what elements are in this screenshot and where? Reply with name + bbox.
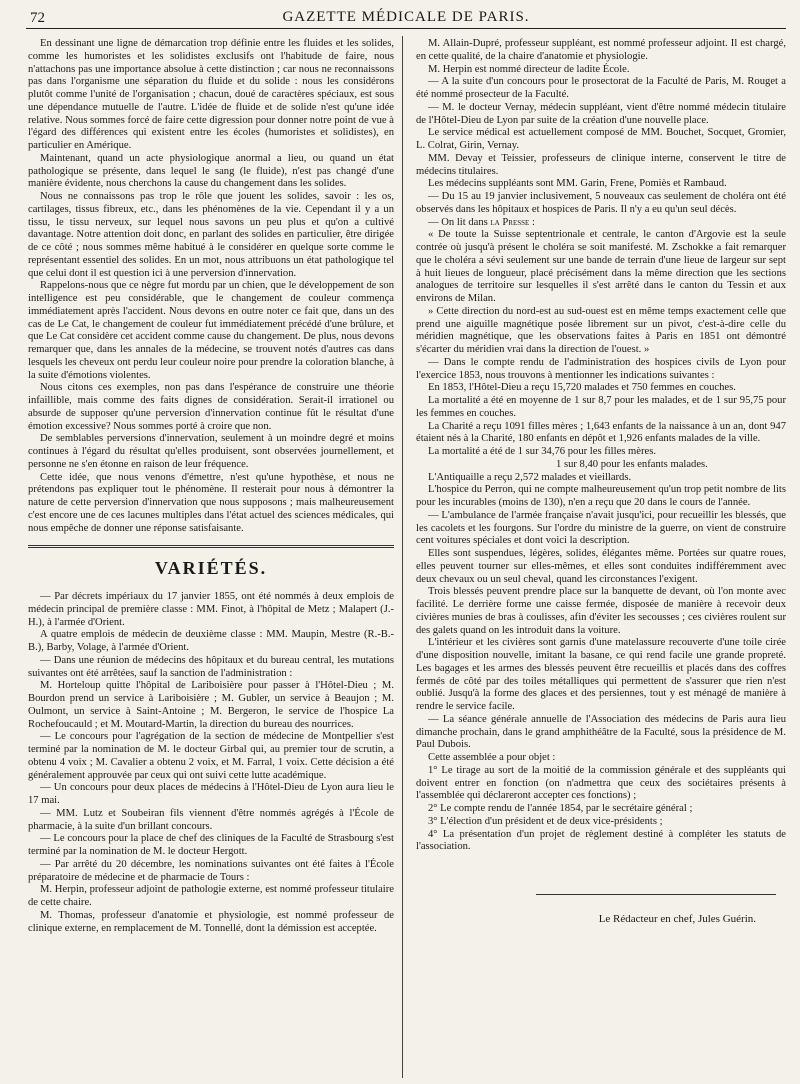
news-item: — Le concours pour la place de chef des cliniques de la Faculté de Strasbourg s'est terminé par la nomination de M. le docteur Hergott. <box>28 833 394 857</box>
news-item: — Dans une réunion de médecins des hôpitaux et du bureau central, les mutations suivantes ont été arrêtées, sauf la sanction de l'administration : <box>28 654 394 679</box>
paragraph: De semblables perversions d'innervation, seulement à un moindre degré et moins continues à l'égard du résultat qu'elles produisent, sont observées journellement, et personne ne s'en étonne en raison de leur fréquence. <box>28 433 394 470</box>
varietes-section <box>28 591 394 935</box>
statistic-line: L'Antiquaille a reçu 2,572 malades et vieillards. <box>428 471 632 483</box>
news-item: — Le concours pour l'agrégation de la section de médecine de Montpellier s'est terminé par la nomination de M. le docteur Girbal qui, au premier tour de scrutin, a obtenu 4 voix ; M. Cavalier a obtenu 2 voix, et M. Farral, 1 voix. Cette décision a été généralement approuvée par ceux qui ont suivi cette lutte académique. <box>28 731 394 781</box>
news-item: — L'ambulance de l'armée française n'avait jusqu'ici, pour recueillir les blessés, que les cacolets et les fourgons. Sur l'ordre du ministre de la guerre, on vient de construire cent voitures spéciales et dont voici la description. <box>416 509 786 547</box>
news-item: Trois blessés peuvent prendre place sur la banquette de devant, où l'on monte avec facilité. Le derrière forme une caisse fermée, disposée de manière à recevoir deux civières munies de bras à coulisses, afin d'éviter les secousses ; ces civières roulent sur des galets quand on les introduit dans la voiture. <box>416 586 786 636</box>
paragraph: En dessinant une ligne de démarcation trop définie entre les fluides et les solides, comme les humoristes et les solidistes exclusifs ont l'habitude de faire, nous n'attachons pas une importance absolue à cette distinction ; car nous ne reconnaissons pas dans l'organisme une séparation du fluide et du solide : nous les considérons plutôt comme l'unité de l'organisation ; chacun, doué de caractères spéciaux, est sous une dépendance mutuelle de l'autre. L'idée de fluide et de solide n'est qu'une idée relative. Nous sommes forcé de faire cette digression pour donner notre point de vue à l'égard des différences qui existent entre les écoles (humoristes et solidistes), en particulier en Amérique. <box>28 38 394 151</box>
newspaper-name: la Presse <box>490 216 530 228</box>
statistic-line: En 1853, l'Hôtel-Dieu a reçu 15,720 malades et 750 femmes en couches. <box>428 382 736 394</box>
statistic-line: La mortalité a été en moyenne de 1 sur 8,7 pour les malades, et de 1 sur 95,75 pour les femmes en couches. <box>416 395 786 419</box>
page-number: 72 <box>30 10 45 26</box>
statistic-line: La mortalité a été de 1 sur 34,76 pour les filles mères. <box>428 446 656 457</box>
agenda-item: 3° L'élection d'un président et de deux vice-présidents ; <box>428 815 663 827</box>
agenda-item: 2° Le compte rendu de l'année 1854, par le secrétaire général ; <box>428 803 693 814</box>
section-divider <box>28 545 394 548</box>
paragraph: Cette idée, que nous venons d'émettre, n'est qu'une hypothèse, et nous ne prétendons pas expliquer tout le phénomène. Il resterait pour nous à démontrer la nature de cette perversion d'innervation que nous supposons ; mais malheureusement c'est encore une de ces lacunes multiples dans l'état actuel des sciences médicales, qui nous empêche de donner une réponse satisfaisante. <box>28 471 394 534</box>
news-item: Cette assemblée a pour objet : <box>428 752 556 763</box>
left-column <box>28 38 394 935</box>
presse-tail: : <box>529 216 535 228</box>
news-item: — Par décrets impériaux du 17 janvier 1855, ont été nommés à deux emplois de médecin principal de première classe : MM. Finot, à l'hôpital de Metz ; Malapert (J.-H.), à l'armée d'Orient. <box>28 591 394 628</box>
paragraph: Nous citons ces exemples, non pas dans l'espérance de construire une théorie infaillible, mais comme des faits dignes de considération. Serait-il irrationel ou absurde de supposer qu'une perversion d'innervation continue fût le résultat d'une émotion excessive? Nous sommes porté à croire que non. <box>28 382 394 432</box>
article-continuation <box>28 38 394 535</box>
quote-paragraph: « De toute la Suisse septentrionale et centrale, le canton d'Argovie est la seule contrée où jusqu'à présent le choléra se soit manifesté. M. Zschokke a fait remarquer que le choléra a sévi seulement sur une bande de terrain d'une lieue de largeur sur sept à huit lieues de longueur, placé précisément dans la même direction que les sections analogues de territoire sur lesquelles il s'est arrêté dans le canton du Tessin et aux environs de Milan. <box>416 229 786 304</box>
presse-intro <box>416 217 786 230</box>
news-item: M. Herpin est nommé directeur de ladite École. <box>428 63 630 75</box>
news-item: — Dans le compte rendu de l'administration des hospices civils de Lyon pour l'exercice 1853, nous trouvons à mentionner les indications suivantes : <box>416 356 786 381</box>
agenda-item: 1° Le tirage au sort de la moitié de la commission générale et des suppléants qui doivent entrer en fonction (on n'admettra que ceux des sociétaires présents à l'assemblée qui déclareront accepter ces fonctions) ; <box>416 764 786 802</box>
page-header <box>26 6 786 29</box>
section-title: VARIÉTÉS. <box>154 558 268 579</box>
news-item: — Par arrêté du 20 décembre, les nominations suivantes ont été faites à l'École préparatoire de médecine et de pharmacie de Tours : <box>28 858 394 883</box>
news-item: — MM. Lutz et Soubeiran fils viennent d'être nommés agrégés à l'École de pharmacie, à la suite d'un brillant concours. <box>28 807 394 832</box>
paragraph: Nous ne connaissons pas trop le rôle que jouent les solides, savoir : les os, cartilages, tissus fibreux, etc., dans les phénomènes de la vie. Cependant il y a un tissu, le tissu nerveux, sur lequel nous savons un peu plus et qu'on a cultivé davantage. Notre attention doit donc, en parlant des solides en particulier, être dirigée de ce côté ; nous sommes même habitué à le considérer en quelque sorte comme le représentant essentiel des solides. En un mot, nous attribuons un état pathologique tel que celui dont il est question ici à une perversion d'innervation. <box>28 191 394 279</box>
statistic-line: La Charité a reçu 1091 filles mères ; 1,643 enfants de la naissance à un an, dont 947 étaient nés à la Charité, 180 enfants en dépôt et 1,926 enfants malades de la ville. <box>416 420 786 445</box>
news-item: Elles sont suspendues, légères, solides, élégantes même. Portées sur quatre roues, elles peuvent tourner sur elles-mêmes, et elles sont conduites indifféremment avec deux chevaux ou un seul cheval, quand les circonstances l'exigent. <box>416 548 786 585</box>
news-item: M. Thomas, professeur d'anatomie et physiologie, est nommé professeur de clinique externe, en remplacement de M. Tonnellé, dont la démission est acceptée. <box>28 909 394 934</box>
column-divider <box>402 36 403 1078</box>
editor-signature: Le Rédacteur en chef, Jules Guérin. <box>598 913 756 925</box>
news-item: — Un concours pour deux places de médecins à l'Hôtel-Dieu de Lyon aura lieu le 17 mai. <box>28 782 394 806</box>
paragraph: Rappelons-nous que ce nègre fut mordu par un chien, que le développement de son intelligence est peu considérable, que le changement de couleur commença immédiatement après l'accident. Nous devons en outre noter ce fait que, dans un des cas de Le Cat, le changement de couleur fut immédiatement précédé d'une brûlure, et que Le Cat considère cet accident comme cause du changement. De plus, nous devons remarquer que, dans les annales de la médecine, se trouvent notés d'autres cas dans lesquels les cheveux ont perdu leur couleur noire pour prendre la coloration blanche, à la suite d'émotions violentes. <box>28 280 394 381</box>
signature-divider <box>536 894 776 895</box>
agenda-item: 4° La présentation d'un projet de règlement destiné à compléter les statuts de l'association. <box>416 828 786 853</box>
journal-title: GAZETTE MÉDICALE DE PARIS. <box>282 9 530 25</box>
news-item: — La séance générale annuelle de l'Association des médecins de Paris aura lieu dimanche prochain, dans le grand amphithéâtre de la Faculté, sous la présidence de M. Paul Dubois. <box>416 713 786 751</box>
statistic-line: 1 sur 8,40 pour les enfants malades. <box>556 458 708 470</box>
presse-lead: — On lit dans <box>428 216 488 228</box>
news-item: — Du 15 au 19 janvier inclusivement, 5 nouveaux cas seulement de choléra ont été observés dans les hôpitaux et hospices de Paris. Il n'y a eu qu'un seul décès. <box>416 191 786 215</box>
news-item: MM. Devay et Teissier, professeurs de clinique interne, conservent le titre de médecins titulaires. <box>416 152 786 177</box>
paragraph: Maintenant, quand un acte physiologique anormal a lieu, ou quand un état pathologique se présente, dans lequel le sang (le fluide), n'est pas changé d'une manière évidente, nous cherchons la cause du changement dans les solides. <box>28 152 394 190</box>
right-column <box>416 38 786 926</box>
news-item: — M. le docteur Vernay, médecin suppléant, vient d'être nommé médecin titulaire de l'Hôtel-Dieu de Lyon par suite de la création d'une nouvelle place. <box>416 101 786 126</box>
news-item: M. Allain-Dupré, professeur suppléant, est nommé professeur adjoint. Il est chargé, en cette qualité, de la chaire d'anatomie et physiologie. <box>416 38 786 62</box>
news-item: — A la suite d'un concours pour le prosectorat de la Faculté de Paris, M. Rouget a été nommé prosecteur de la Faculté. <box>416 76 786 100</box>
news-item: M. Herpin, professeur adjoint de pathologie externe, est nommé professeur titulaire de cette chaire. <box>28 884 394 908</box>
statistic-line: L'hospice du Perron, qui ne compte malheureusement qu'un trop petit nombre de lits pour les incurables (moins de 130), n'en a reçu que 20 dans le cours de l'année. <box>416 484 786 508</box>
news-item: Le service médical est actuellement composé de MM. Bouchet, Socquet, Gromier, L. Colrat, Girin, Vernay. <box>416 127 786 151</box>
quote-paragraph: » Cette direction du nord-est au sud-ouest est en même temps exactement celle que prend une aiguille magnétique posée librement sur un pivot, c'est-à-dire celle du méridien magnétique, que les observations faites à Paris en 1851 ont démontré s'écarter du méridien vrai dans la direction de l'ouest. » <box>416 305 786 355</box>
news-item: A quatre emplois de médecin de deuxième classe : MM. Maupin, Mestre (R.-B.-B.), Barby, Volage, à l'armée d'Orient. <box>28 629 394 653</box>
news-item: L'intérieur et les civières sont garnis d'une matelassure recouverte d'une toile cirée d'une disposition nouvelle, imitant la basane, ce qui rend facile une grande propreté. Les bagages et les armes des blessés peuvent être recueillis et placés dans des coffres fermés de côté par des toiles métalliques qui permettent de s'assurer que rien n'est oublié. Jusqu'à la forme des glaces et des persiennes, tout y est ménagé de manière à rendre le service facile. <box>416 637 786 712</box>
news-item: Les médecins suppléants sont MM. Garin, Frene, Pomiès et Rambaud. <box>428 178 727 190</box>
news-item: M. Horteloup quitte l'hôpital de Lariboisière pour passer à l'Hôtel-Dieu ; M. Bourdon prend un service à Lariboisière ; M. Gubler, un service à Beaujon ; M. Oulmont, un service à Saint-Antoine ; M. Bergeron, le service de l'hospice La Rochefoucauld ; et M. Moutard-Martin, la direction du bureau des nourrices. <box>28 680 394 730</box>
